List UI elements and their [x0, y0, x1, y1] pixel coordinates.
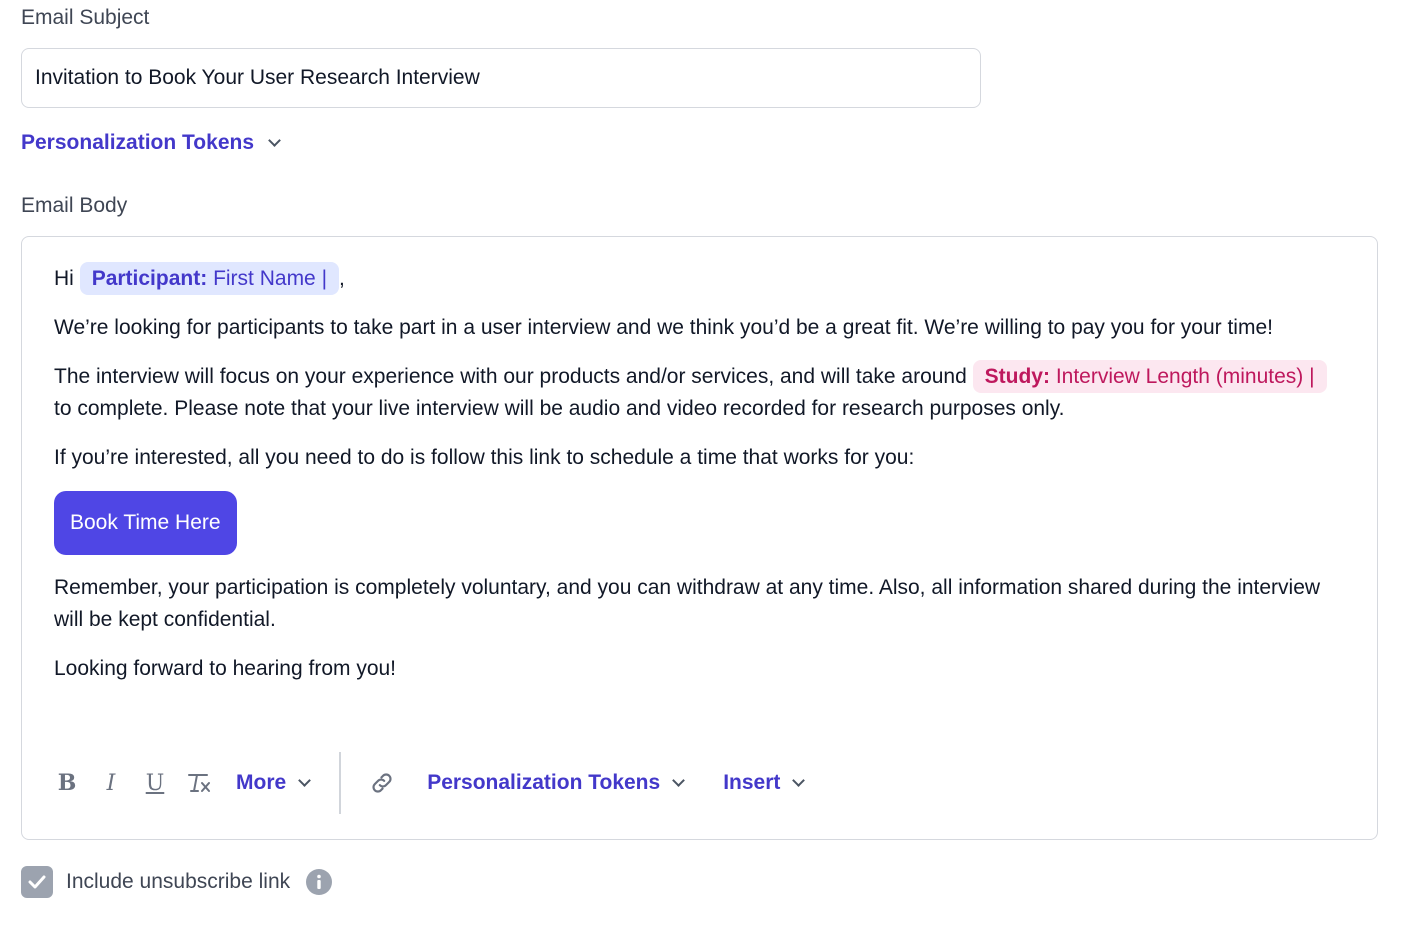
- insert-menu[interactable]: [723, 771, 803, 795]
- paragraph-2-end: to complete. Please note that your live interview will be audio and video recorded for research purposes only.: [54, 397, 1065, 420]
- personalization-tokens-dropdown[interactable]: [21, 128, 279, 158]
- link-icon[interactable]: [369, 770, 395, 796]
- editor-content[interactable]: [54, 263, 1344, 702]
- email-subject-label: Email Subject: [21, 6, 150, 29]
- paragraph-5: Looking forward to hearing from you!: [54, 657, 397, 680]
- more-menu[interactable]: [236, 771, 309, 795]
- paragraph-1: We’re looking for participants to take part in a user interview and we think you’d be a great fit. We’re willing to pay you for your time!: [54, 316, 1273, 339]
- email-body-label: Email Body: [21, 194, 128, 217]
- chevron-down-icon: [672, 774, 685, 787]
- unsubscribe-checkbox[interactable]: [21, 866, 53, 898]
- more-menu-label: More: [236, 771, 287, 794]
- study-interview-length-token[interactable]: [973, 360, 1327, 393]
- unsubscribe-option: [21, 866, 332, 898]
- greeting-prefix: Hi: [54, 267, 74, 290]
- email-body-editor[interactable]: [21, 236, 1378, 840]
- chevron-down-icon: [298, 774, 311, 787]
- paragraph-3: If you’re interested, all you need to do is follow this link to schedule a time that works for you:: [54, 446, 915, 469]
- bold-icon[interactable]: B: [57, 770, 77, 796]
- paragraph-2: [54, 361, 1344, 425]
- chevron-down-icon: [793, 774, 806, 787]
- personalization-tokens-label: Personalization Tokens: [21, 131, 254, 154]
- token-category: Study:: [984, 365, 1050, 388]
- paragraph-2-start: The interview will focus on your experience with our products and/or services, and will take around: [54, 365, 967, 388]
- unsubscribe-label[interactable]: Include unsubscribe link: [66, 870, 291, 893]
- participant-first-name-token[interactable]: [80, 262, 339, 295]
- info-icon[interactable]: [306, 869, 332, 895]
- token-field: Interview Length (minutes) |: [1055, 365, 1315, 388]
- clear-formatting-icon[interactable]: [186, 770, 212, 796]
- token-category: Participant:: [91, 267, 208, 290]
- insert-menu-label: Insert: [723, 771, 781, 794]
- checkmark-icon: [28, 875, 46, 889]
- greeting-line: [54, 263, 1344, 295]
- book-time-button[interactable]: Book Time Here: [54, 491, 237, 555]
- toolbar-divider: [339, 752, 341, 814]
- underline-icon[interactable]: U: [145, 770, 165, 796]
- token-field: First Name |: [213, 267, 328, 290]
- email-subject-input[interactable]: [21, 48, 981, 108]
- personalization-tokens-menu[interactable]: [427, 771, 683, 795]
- editor-toolbar: [54, 752, 803, 814]
- greeting-suffix: ,: [339, 267, 345, 290]
- italic-icon[interactable]: I: [106, 770, 116, 796]
- tokens-menu-label: Personalization Tokens: [427, 771, 661, 794]
- paragraph-4: Remember, your participation is completely voluntary, and you can withdraw at any time. Also, all information shared during the interview will be kept confidential.: [54, 576, 1321, 631]
- chevron-down-icon: [268, 134, 281, 147]
